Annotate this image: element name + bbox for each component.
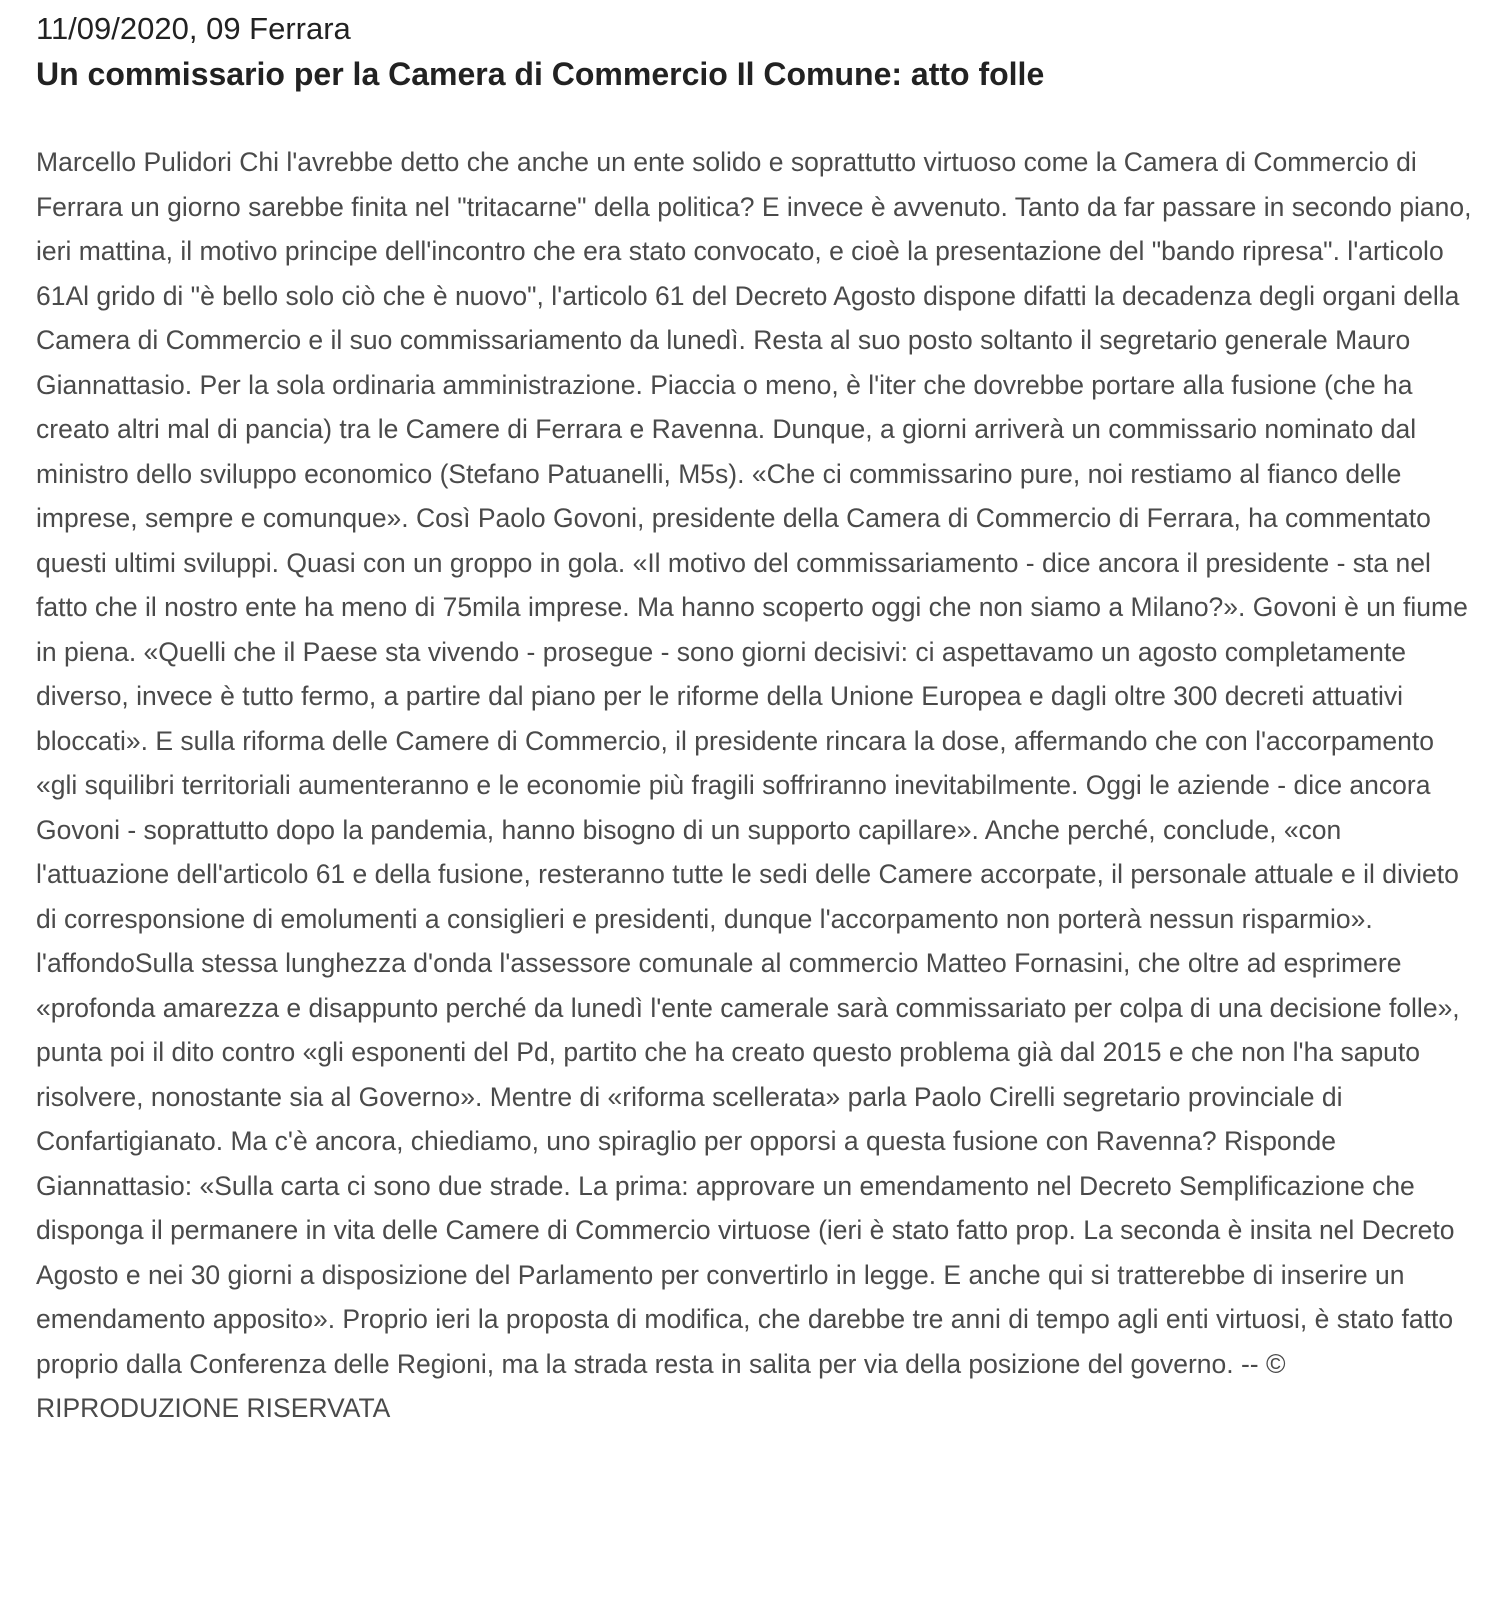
article <box>36 6 1481 1431</box>
article-title: Un commissario per la Camera di Commercio Il Comune: atto folle <box>36 56 1045 92</box>
article-body: Marcello Pulidori Chi l'avrebbe detto che anche un ente solido e soprattutto virtuoso come la Camera di Commercio di Ferrara un giorno sarebbe finita nel "tritacarne" della politica? E invece è avvenuto. Tanto da far passare in secondo piano, ieri mattina, il motivo principe dell'incontro che era stato convocato, e cioè la presentazione del "bando ripresa". l'articolo 61Al grido di "è bello solo ciò che è nuovo", l'articolo 61 del Decreto Agosto dispone difatti la decadenza degli organi della Camera di Commercio e il suo commissariamento da lunedì. Resta al suo posto soltanto il segretario generale Mauro Giannattasio. Per la sola ordinaria amministrazione. Piaccia o meno, è l'iter che dovrebbe portare alla fusione (che ha creato altri mal di pancia) tra le Camere di Ferrara e Ravenna. Dunque, a giorni arriverà un commissario nominato dal ministro dello sviluppo economico (Stefano Patuanelli, M5s). «Che ci commissarino pure, noi restiamo al fianco delle imprese, sempre e comunque». Così Paolo Govoni, presidente della Camera di Commercio di Ferrara, ha commentato questi ultimi sviluppi. Quasi con un groppo in gola. «Il motivo del commissariamento - dice ancora il presidente - sta nel fatto che il nostro ente ha meno di 75mila imprese. Ma hanno scoperto oggi che non siamo a Milano?». Govoni è un fiume in piena. «Quelli che il Paese sta vivendo - prosegue - sono giorni decisivi: ci aspettavamo un agosto completamente diverso, invece è tutto fermo, a partire dal piano per le riforme della Unione Europea e dagli oltre 300 decreti attuativi bloccati». E sulla riforma delle Camere di Commercio, il presidente rincara la dose, affermando che con l'accorpamento «gli squilibri territoriali aumenteranno e le economie più fragili soffriranno inevitabilmente. Oggi le aziende - dice ancora Govoni - soprattutto dopo la pandemia, hanno bisogno di un supporto capillare». Anche perché, conclude, «con l'attuazione dell'articolo 61 e della fusione, resteranno tutte le sedi delle Camere accorpate, il personale attuale e il divieto di corresponsione di emolumenti a consiglieri e presidenti, dunque l'accorpamento non porterà nessun risparmio». l'affondoSulla stessa lunghezza d'onda l'assessore comunale al commercio Matteo Fornasini, che oltre ad esprimere «profonda amarezza e disappunto perché da lunedì l'ente camerale sarà commissariato per colpa di una decisione folle», punta poi il dito contro «gli esponenti del Pd, partito che ha creato questo problema già dal 2015 e che non l'ha saputo risolvere, nonostante sia al Governo». Mentre di «riforma scellerata» parla Paolo Cirelli segretario provinciale di Confartigianato. Ma c'è ancora, chiediamo, uno spiraglio per opporsi a questa fusione con Ravenna? Risponde Giannattasio: «Sulla carta ci sono due strade. La prima: approvare un emendamento nel Decreto Semplificazione che disponga il permanere in vita delle Camere di Commercio virtuose (ieri è stato fatto prop. La seconda è insita nel Decreto Agosto e nei 30 giorni a disposizione del Parlamento per convertirlo in legge. E anche qui si tratterebbe di inserire un emendamento apposito». Proprio ieri la proposta di modifica, che darebbe tre anni di tempo agli enti virtuosi, è stato fatto proprio dalla Conferenza delle Regioni, ma la strada resta in salita per via della posizione del governo. -- © RIPRODUZIONE RISERVATA <box>36 147 1472 1423</box>
article-dateline: 11/09/2020, 09 Ferrara <box>36 11 351 46</box>
